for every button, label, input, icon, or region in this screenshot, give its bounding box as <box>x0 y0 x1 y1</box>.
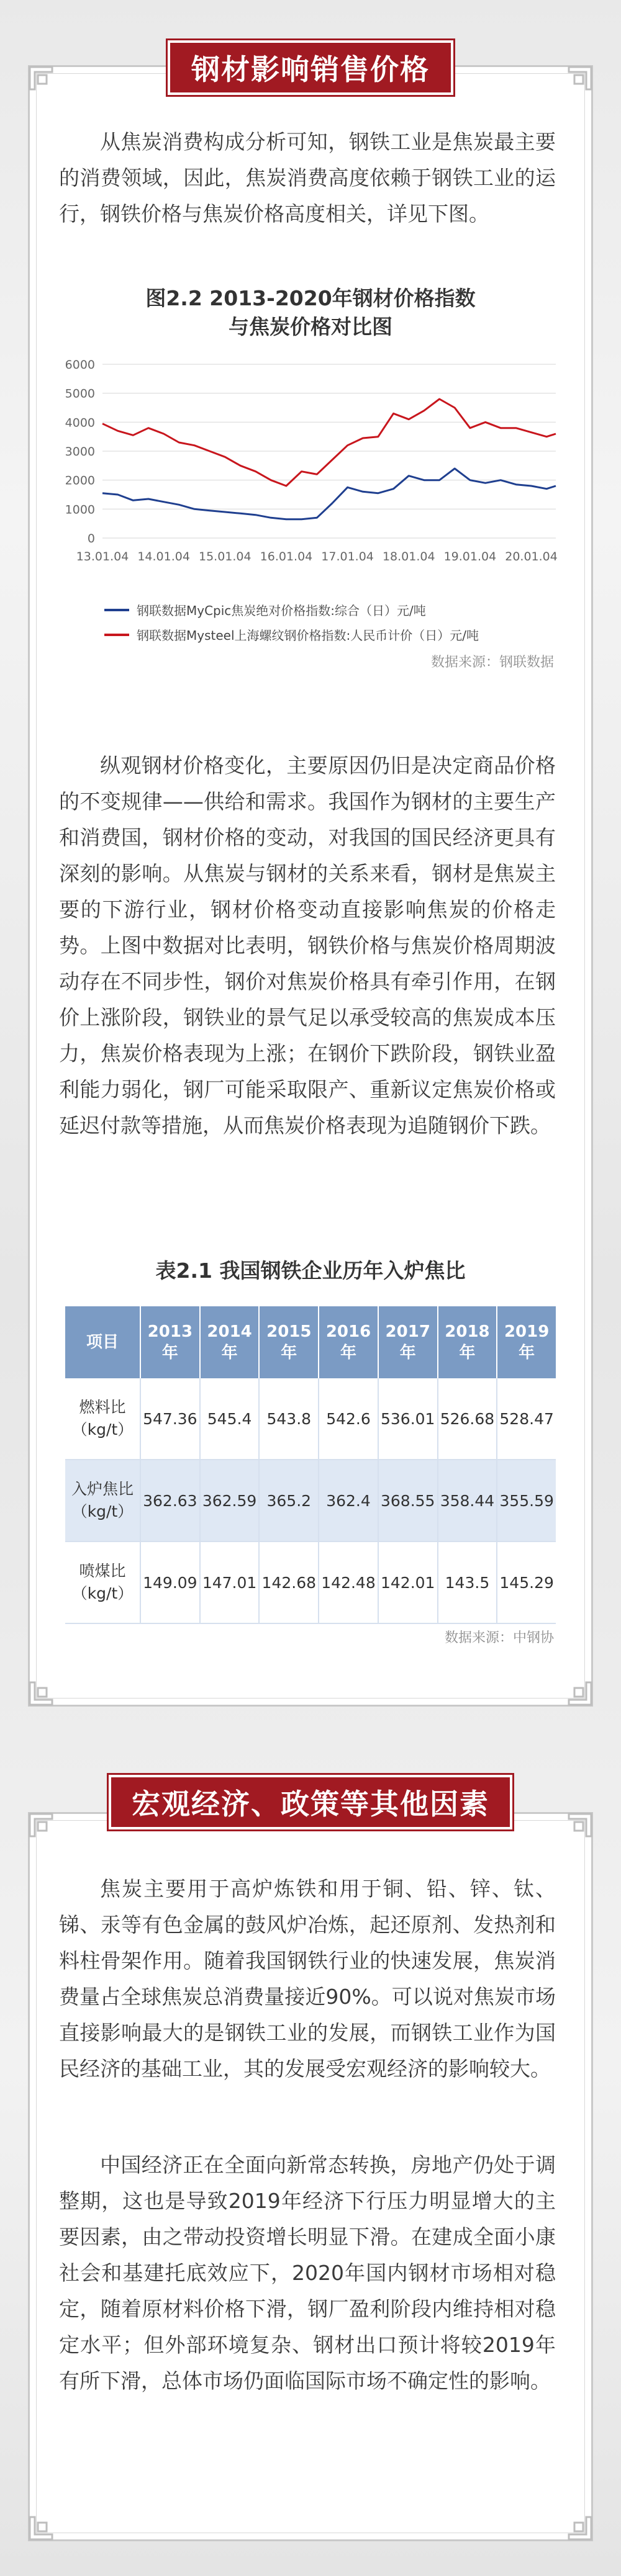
table-cell: 543.8 <box>259 1378 319 1460</box>
chart-source: 数据来源：钢联数据 <box>430 655 554 670</box>
table-cell: 536.01 <box>378 1378 438 1460</box>
chart-gridlines <box>102 364 556 538</box>
ornament-corner-icon <box>564 65 593 94</box>
table-header-item: 项目 <box>65 1306 140 1378</box>
y-tick-label: 6000 <box>65 358 95 372</box>
y-tick-label: 3000 <box>65 445 95 459</box>
table-cell: 545.4 <box>200 1378 260 1460</box>
ornament-corner-icon <box>564 1678 593 1707</box>
y-tick-label: 0 <box>87 532 95 545</box>
table-title: 表2.1 我国钢铁企业历年入炉焦比 <box>155 1259 466 1283</box>
chart-x-ticks <box>76 550 558 563</box>
series-line-rebar <box>102 399 556 486</box>
table-cell: 547.36 <box>140 1378 200 1460</box>
x-tick-label: 19.01.04 <box>443 550 497 563</box>
table-cell: 142.01 <box>378 1542 438 1623</box>
table-cell: 368.55 <box>378 1460 438 1542</box>
x-tick-label: 17.01.04 <box>321 550 374 563</box>
row-label: 喷煤比 （kg/t） <box>65 1542 140 1623</box>
chart-y-ticks <box>65 358 95 545</box>
table-header-year: 2016 年 <box>319 1306 378 1378</box>
table-row <box>65 1378 556 1460</box>
legend-label-coke: 钢联数据MyCpic焦炭绝对价格指数:综合（日）元/吨 <box>137 603 426 618</box>
table-header-year: 2015 年 <box>259 1306 319 1378</box>
row-label: 入炉焦比 （kg/t） <box>65 1460 140 1542</box>
y-tick-label: 4000 <box>65 416 95 430</box>
x-tick-label: 18.01.04 <box>382 550 435 563</box>
row-label: 燃料比 （kg/t） <box>65 1378 140 1460</box>
section-title-steel: 钢材影响销售价格 <box>168 40 453 95</box>
y-tick-label: 1000 <box>65 503 95 517</box>
table-cell: 358.44 <box>438 1460 497 1542</box>
ornament-corner-icon <box>28 65 57 94</box>
table-cell: 362.63 <box>140 1460 200 1542</box>
y-tick-label: 2000 <box>65 473 95 488</box>
ornament-corner-icon <box>564 2513 593 2541</box>
chart-series <box>102 399 556 519</box>
x-tick-label: 14.01.04 <box>137 550 190 563</box>
table-header-row <box>65 1306 556 1378</box>
section-title-macro: 宏观经济、政策等其他因素 <box>109 1775 512 1829</box>
table-cell: 362.4 <box>319 1460 378 1542</box>
analysis-paragraph: 纵观钢材价格变化，主要原因仍旧是决定商品价格的不变规律——供给和需求。我国作为钢材的主要生产和消费国，钢材价格的变动，对我国的国民经济更具有深刻的影响。从焦炭与钢材的关系来看，钢材是焦炭主要的下游行业，钢材价格变动直接影响焦炭的价格走势。上图中数据对比表明，钢铁价格与焦炭价格周期波动存在不同步性，钢价对焦炭价格具有牵引作用，在钢价上涨阶段，钢铁业的景气足以承受较高的焦炭成本压力，焦炭价格表现为上涨；在钢价下跌阶段，钢铁业盈利能力弱化，钢厂可能采取限产、重新议定焦炭价格或延迟付款等措施，从而焦炭价格表现为追随钢价下跌。 <box>59 753 556 1138</box>
table-header-year: 2017 年 <box>378 1306 438 1378</box>
legend-item-coke <box>104 601 426 619</box>
table-cell: 143.5 <box>438 1542 497 1623</box>
table-row <box>65 1542 556 1623</box>
y-tick-label: 5000 <box>65 387 95 401</box>
ornament-corner-icon <box>28 1678 57 1707</box>
x-tick-label: 20.01.04 <box>505 550 558 563</box>
table-source: 数据来源：中钢协 <box>444 1630 554 1646</box>
x-tick-label: 15.01.04 <box>198 550 252 563</box>
ornament-corner-icon <box>28 2513 57 2541</box>
ornament-corner-icon <box>28 1812 57 1841</box>
table-cell: 365.2 <box>259 1460 319 1542</box>
series-line-coke <box>102 469 556 519</box>
legend-swatch-red <box>104 634 129 636</box>
table-cell: 142.68 <box>259 1542 319 1623</box>
table-cell: 542.6 <box>319 1378 378 1460</box>
table-header-year: 2019 年 <box>497 1306 556 1378</box>
chart-title-line2: 与焦炭价格对比图 <box>229 315 392 339</box>
table-header-year: 2018 年 <box>438 1306 497 1378</box>
macro-paragraph-2: 中国经济正在全面向新常态转换，房地产仍处于调整期，这也是导致2019年经济下行压力明显增大的主要因素，由之带动投资增长明显下滑。在建成全面小康社会和基建托底效应下，2020年国内钢材市场相对稳定，随着原材料价格下滑，钢厂盈利阶段内维持相对稳定水平；但外部环境复杂、钢材出口预计将较2019年有所下滑，总体市场仍面临国际市场不确定性的影响。 <box>59 2153 556 2393</box>
table-cell: 355.59 <box>497 1460 556 1542</box>
table-cell: 362.59 <box>200 1460 260 1542</box>
x-tick-label: 13.01.04 <box>76 550 129 563</box>
macro-paragraph-1: 焦炭主要用于高炉炼铁和用于铜、铅、锌、钛、锑、汞等有色金属的鼓风炉冶炼，起还原剂、发热剂和料柱骨架作用。随着我国钢铁行业的快速发展，焦炭消费量占全球焦炭总消费量接近90%。可以说对焦炭市场直接影响最大的是钢铁工业的发展，而钢铁工业作为国民经济的基础工业，其的发展受宏观经济的影响较大。 <box>59 1877 556 2081</box>
legend-swatch-blue <box>104 609 129 611</box>
table-header-year: 2014 年 <box>200 1306 260 1378</box>
table-cell: 149.09 <box>140 1542 200 1623</box>
table-header-year: 2013 年 <box>140 1306 200 1378</box>
intro-paragraph: 从焦炭消费构成分析可知，钢铁工业是焦炭最主要的消费领域，因此，焦炭消费高度依赖于钢铁工业的运行，钢铁价格与焦炭价格高度相关，详见下图。 <box>59 130 556 226</box>
x-tick-label: 16.01.04 <box>260 550 313 563</box>
price-comparison-chart <box>59 349 574 578</box>
chart-title-line1: 图2.2 2013-2020年钢材价格指数 <box>145 286 476 310</box>
table-row <box>65 1460 556 1542</box>
coke-ratio-table <box>65 1306 556 1624</box>
table-cell: 147.01 <box>200 1542 260 1623</box>
table-cell: 145.29 <box>497 1542 556 1623</box>
table-cell: 528.47 <box>497 1378 556 1460</box>
table-cell: 142.48 <box>319 1542 378 1623</box>
legend-label-rebar: 钢联数据Mysteel上海螺纹钢价格指数:人民币计价（日）元/吨 <box>137 628 479 643</box>
legend-item-rebar <box>104 626 479 644</box>
ornament-corner-icon <box>564 1812 593 1841</box>
table-cell: 526.68 <box>438 1378 497 1460</box>
